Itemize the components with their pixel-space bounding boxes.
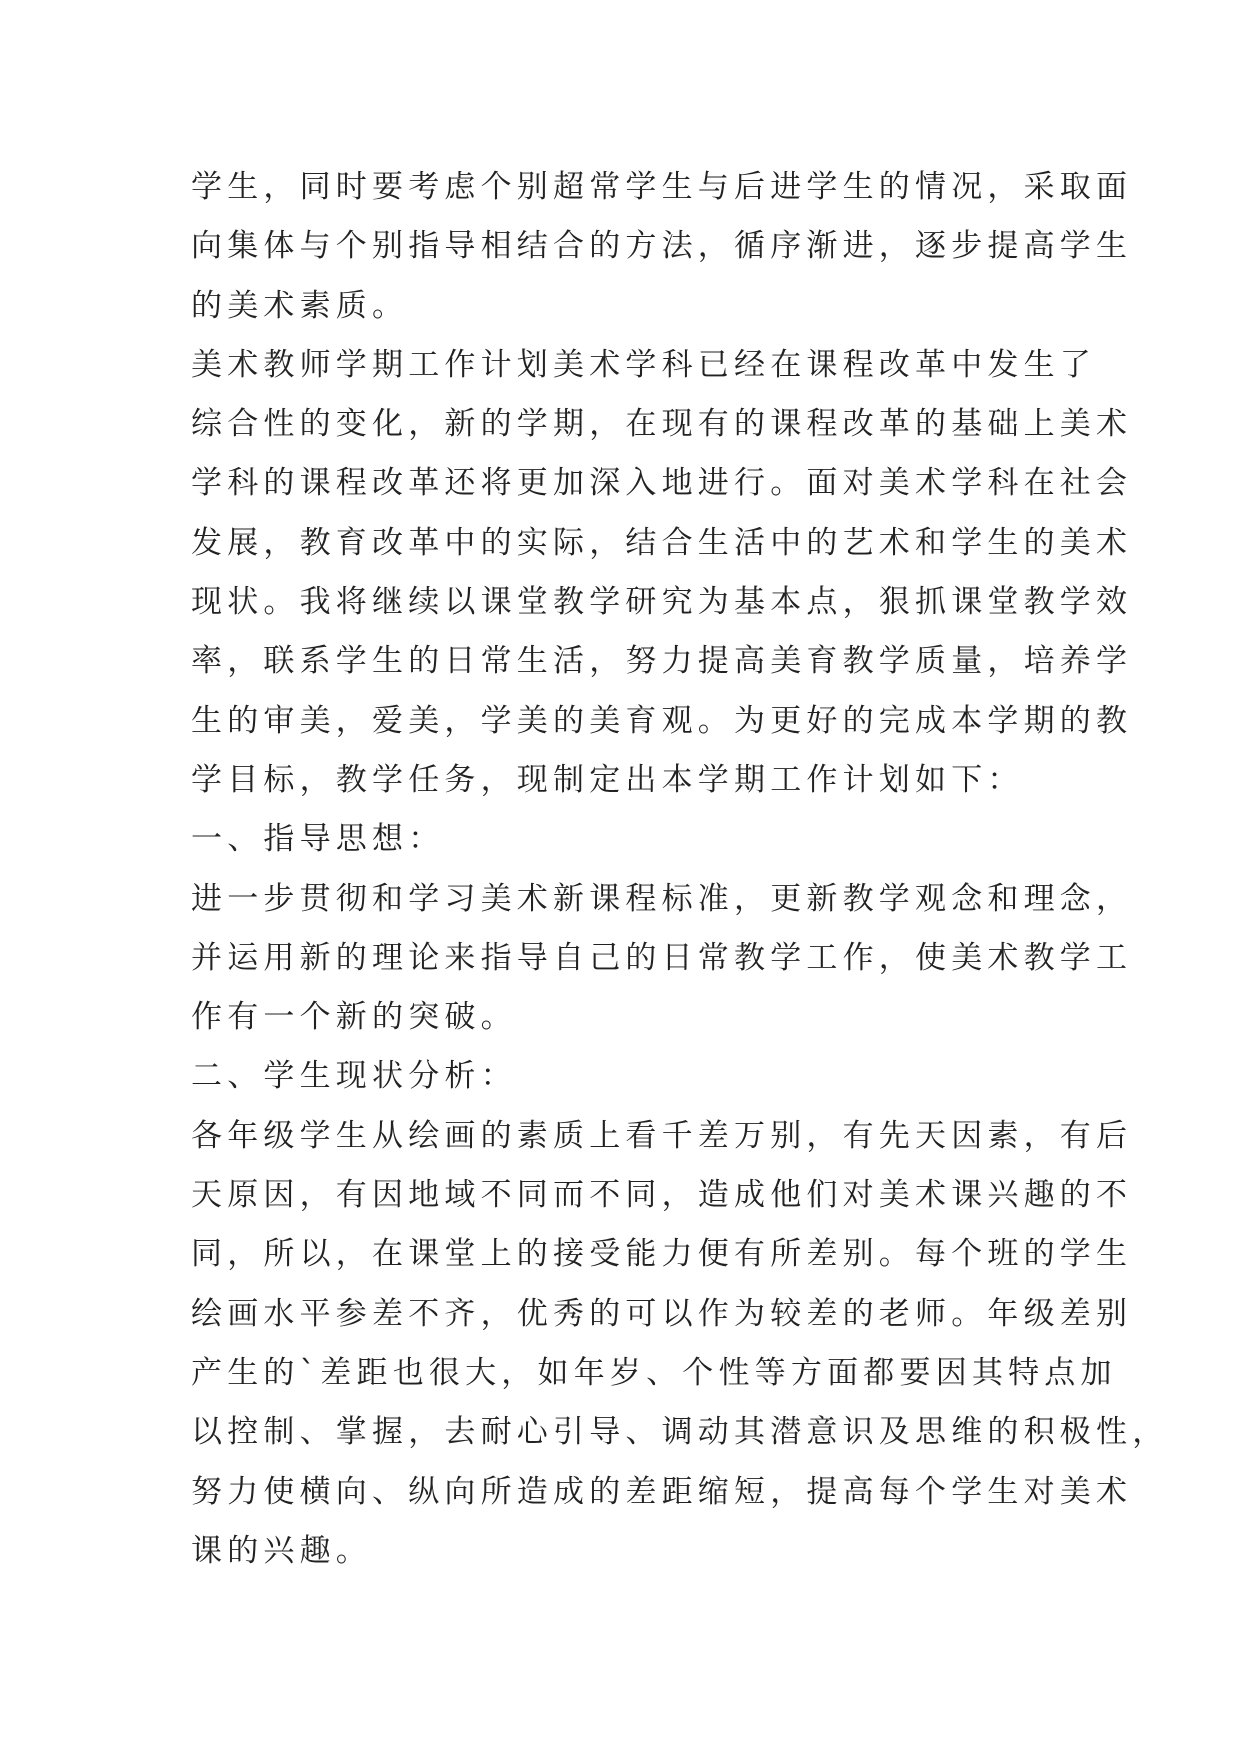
text-line: 向集体与个别指导相结合的方法，循序渐进，逐步提高学生 [191,228,1133,265]
text-line: 同，所以，在课堂上的接受能力便有所差别。每个班的学生 [191,1236,1133,1273]
section-heading-student-analysis: 二、学生现状分析： [191,1058,517,1095]
text-line: 生的审美，爱美，学美的美育观。为更好的完成本学期的教 [191,702,1133,739]
text-line: 现状。我将继续以课堂教学研究为基本点，狠抓课堂教学效 [191,584,1133,621]
text-line: 天原因，有因地域不同而不同，造成他们对美术课兴趣的不 [191,1177,1133,1214]
text-line: 努力使横向、纵向所造成的差距缩短，提高每个学生对美术 [191,1473,1133,1510]
text-line: 学生，同时要考虑个别超常学生与后进学生的情况，采取面 [191,169,1133,205]
text-line: 并运用新的理论来指导自己的日常教学工作，使美术教学工 [191,939,1133,976]
text-line: 进一步贯彻和学习美术新课程标准，更新教学观念和理念， [191,880,1133,917]
text-line: 发展，教育改革中的实际，结合生活中的艺术和学生的美术 [191,524,1133,561]
text-line: 学科的课程改革还将更加深入地进行。面对美术学科在社会 [191,465,1133,502]
text-line: 课的兴趣。 [191,1532,372,1569]
text-line: 学目标，教学任务，现制定出本学期工作计划如下： [191,761,1024,798]
text-line: 产生的`差距也很大，如年岁、个性等方面都要因其特点加 [191,1354,1117,1391]
text-line: 综合性的变化，新的学期，在现有的课程改革的基础上美术 [191,406,1133,443]
document-body [191,158,1169,1581]
text-line: 率，联系学生的日常生活，努力提高美育教学质量，培养学 [191,643,1133,680]
section-heading-guiding-thought: 一、指导思想： [191,821,445,858]
text-line: 以控制、掌握，去耐心引导、调动其潜意识及思维的积极性， [191,1414,1169,1451]
text-line: 各年级学生从绘画的素质上看千差万别，有先天因素，有后 [191,1117,1133,1154]
text-line: 美术教师学期工作计划美术学科已经在课程改革中发生了 [191,346,1096,383]
text-line: 绘画水平参差不齐，优秀的可以作为较差的老师。年级差别 [191,1295,1133,1332]
text-line: 作有一个新的突破。 [191,999,517,1036]
text-line: 的美术素质。 [191,287,409,324]
